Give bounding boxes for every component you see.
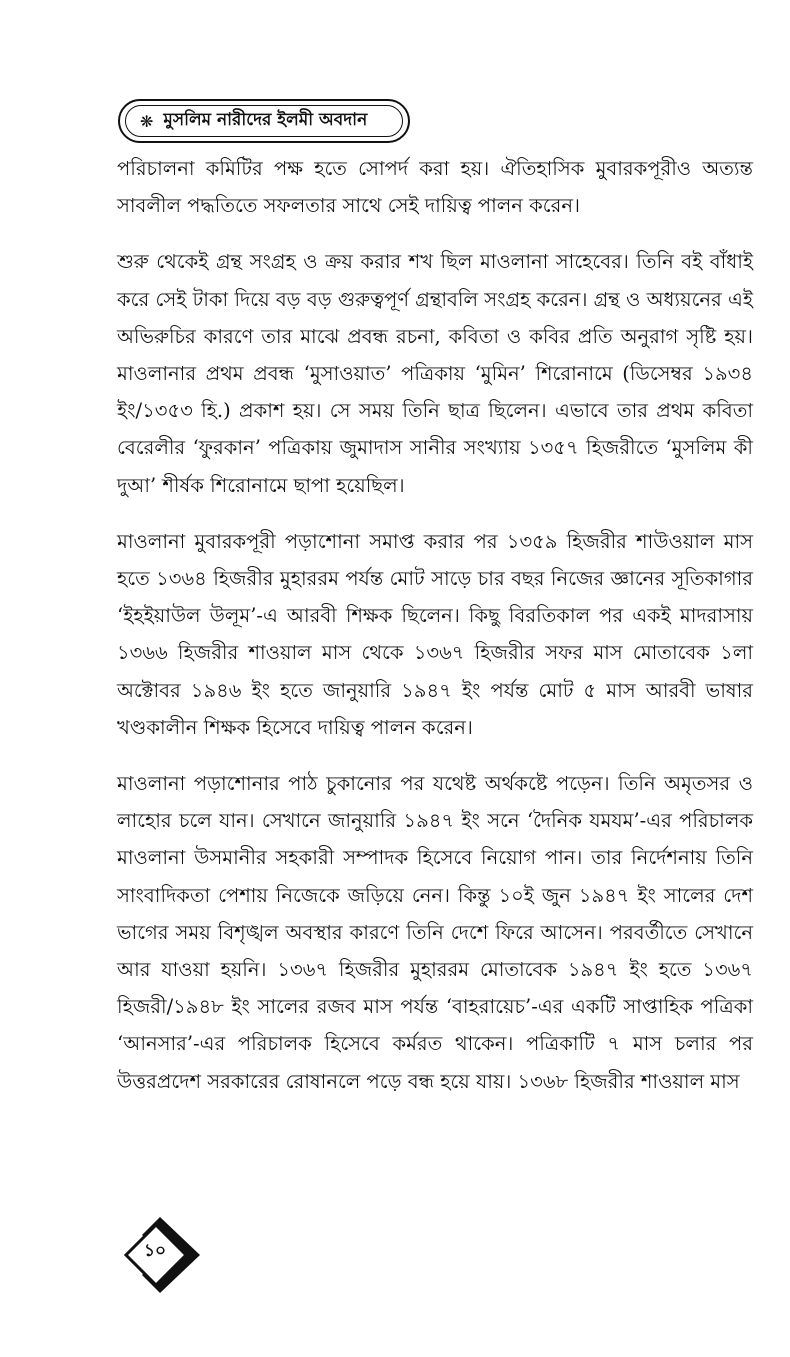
paragraph-2: শুরু থেকেই গ্রন্থ সংগ্রহ ও ক্রয় করার শখ ছিল মাওলানা সাহেবের। তিনি বই বাঁধাই করে সেই টাকা দিয়ে বড় বড় গুরুত্বপূর্ণ গ্রন্থাবলি সংগ্রহ করেন। গ্রন্থ ও অধ্যয়নের এই অভিরুচির কারণে তার মাঝে প্রবন্ধ রচনা, কবিতা ও কবির প্রতি অনুরাগ সৃষ্টি হয়। মাওলানার প্রথম প্রবন্ধ ‘মুসাওয়াত’ পত্রিকায় ‘মুমিন’ শিরোনামে (ডিসেম্বর ১৯৩৪ ইং/১৩৫৩ হি.) প্রকাশ হয়। সে সময় তিনি ছাত্র ছিলেন। এভাবে তার প্রথম কবিতা বেরেলীর ‘ফুরকান’ পত্রিকায় জুমাদাস সানীর সংখ্যায় ১৩৫৭ হিজরীতে ‘মুসলিম কী দুআ’ শীর্ষক শিরোনামে ছাপা হয়েছিল। xyxy=(117,250,753,497)
page-number: ১০ xyxy=(143,1241,167,1261)
running-header-title: মুসলিম নারীদের ইলমী অবদান xyxy=(163,110,368,130)
paragraph-gap xyxy=(117,504,753,523)
running-header-inner xyxy=(125,105,403,137)
paragraph-3: মাওলানা মুবারকপূরী পড়াশোনা সমাপ্ত করার পর ১৩৫৯ হিজরীর শাউওয়াল মাস হতে ১৩৬৪ হিজরীর মুহাররম পর্যন্ত মোট সাড়ে চার বছর নিজের জ্ঞানের সূতিকাগার ‘ইহইয়াউল উলূম’-এ আরবী শিক্ষক ছিলেন। কিছু বিরতিকাল পর একই মাদরাসায় ১৩৬৬ হিজরীর শাওয়াল মাস থেকে ১৩৬৭ হিজরীর সফর মাস মোতাবেক ১লা অক্টোবর ১৯৪৬ ইং হতে জানুয়ারি ১৯৪৭ ইং পর্যন্ত মোট ৫ মাস আরবী ভাষার খণ্ডকালীন শিক্ষক হিসেবে দায়িত্ব পালন করেন। xyxy=(117,529,753,739)
body-text xyxy=(117,150,753,1100)
paragraph-gap xyxy=(117,224,753,243)
flower-icon: ❋ xyxy=(140,111,154,131)
paragraph-1: পরিচালনা কমিটির পক্ষ হতে সোপর্দ করা হয়। ঐতিহাসিক মুবারকপূরীও অত্যন্ত সাবলীল পদ্ধতিতে সফলতার সাথে সেই দায়িত্ব পালন করেন। xyxy=(117,157,753,218)
running-header xyxy=(118,99,410,143)
paragraph-gap xyxy=(117,746,753,765)
paragraph-4: মাওলানা পড়াশোনার পাঠ চুকানোর পর যথেষ্ট অর্থকষ্টে পড়েন। তিনি অমৃতসর ও লাহোর চলে যান। সেখানে জানুয়ারি ১৯৪৭ ইং সনে ‘দৈনিক যমযম’-এর পরিচালক মাওলানা উসমানীর সহকারী সম্পাদক হিসেবে নিয়োগ পান। তার নির্দেশনায় তিনি সাংবাদিকতা পেশায় নিজেকে জড়িয়ে নেন। কিন্তু ১০ই জুন ১৯৪৭ ইং সালের দেশ ভাগের সময় বিশৃঙ্খল অবস্থার কারণে তিনি দেশে ফিরে আসেন। পরবর্তীতে সেখানে আর যাওয়া হয়নি। ১৩৬৭ হিজরীর মুহাররম মোতাবেক ১৯৪৭ ইং হতে ১৩৬৭ হিজরী/১৯৪৮ ইং সালের রজব মাস পর্যন্ত ‘বাহরায়েচ’-এর একটি সাপ্তাহিক পত্রিকা ‘আনসার’-এর পরিচালক হিসেবে কর্মরত থাকেন। পত্রিকাটি ৭ মাস চলার পর উত্তরপ্রদেশ সরকারের রোষানলে পড়ে বন্ধ হয়ে যায়। ১৩৬৮ হিজরীর শাওয়াল মাস xyxy=(117,772,753,1093)
